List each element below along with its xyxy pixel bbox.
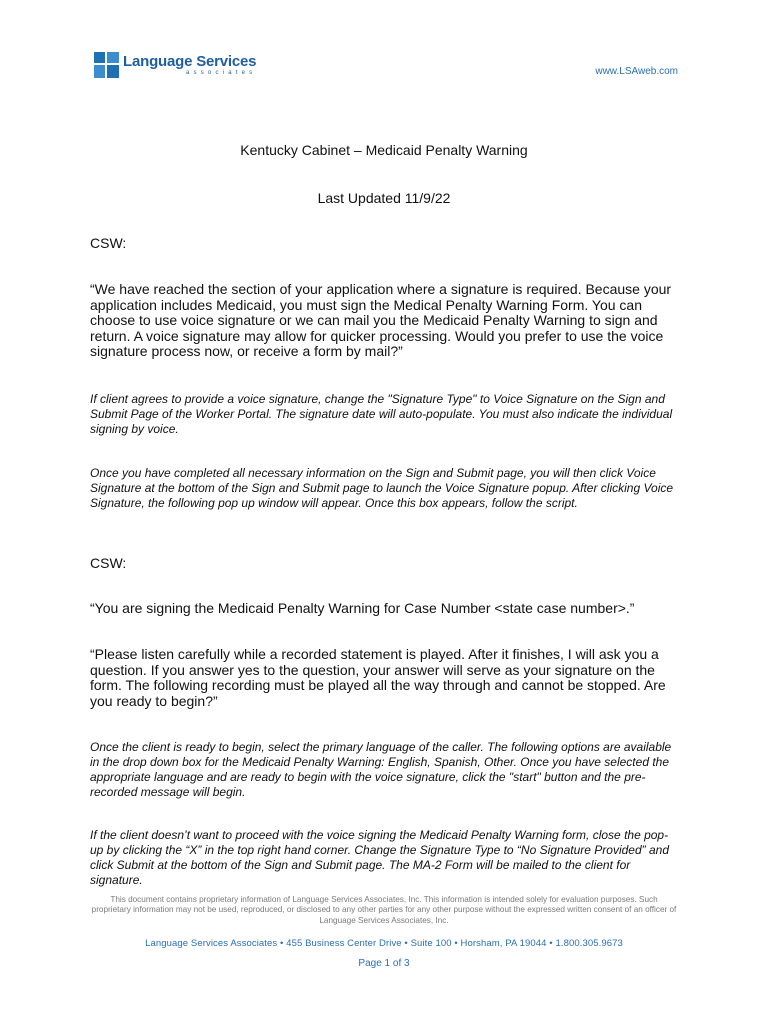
instruction-note-1: If client agrees to provide a voice signature, change the "Signature Type" to Voice Signature on the Sign and Submit Page of the Worker Portal. The signature date will auto-populate. You must also indicate the individual signing by voice. [90,392,673,436]
script-quote-1: “We have reached the section of your application where a signature is required. Because your application includes Medicaid, you must sign the Medical Penalty Warning Form. You can choose to use voice signature or we can mail you the Medicaid Penalty Warning to sign and return. A voice signature may allow for quicker processing. Would you prefer to use the voice signature process now, or receive a form by mail?” [90,281,672,360]
instruction-note-4: If the client doesn’t want to proceed with the voice signing the Medicaid Penalty Warning form, close the pop-up by clicking the “X” in the top right hand corner. Change the Signature Type to “No Signature Provided” and click Submit at the bottom of the Sign and Submit page. The MA-2 Form will be mailed to the client for signature. [90,828,669,887]
logo-title: Language Services [123,53,257,70]
footer-address: Language Services Associates • 455 Business Center Drive • Suite 100 • Horsham, PA 19044 • 1.800.305.9673 [145,938,623,949]
logo-squares-icon [94,52,119,78]
website-link[interactable]: www.LSAweb.com [595,66,678,77]
csw-label-2: CSW: [90,555,127,571]
document-title: Kentucky Cabinet – Medicaid Penalty Warning [240,142,528,158]
csw-label-1: CSW: [90,235,127,251]
company-logo [94,52,256,78]
page-number: Page 1 of 3 [358,958,410,969]
instruction-note-2: Once you have completed all necessary information on the Sign and Submit page, you will then click Voice Signature at the bottom of the Sign and Submit page to launch the Voice Signature popup. After clicking Voice Signature, the following pop up window will appear. Once this box appears, follow the script. [90,466,674,510]
script-quote-2: “You are signing the Medicaid Penalty Warning for Case Number <state case number>.” [90,600,635,616]
instruction-note-3: Once the client is ready to begin, select the primary language of the caller. The following options are available in the drop down box for the Medicaid Penalty Warning: English, Spanish, Other. Once you have selected the appropriate language and are ready to begin with the voice signature, click the "start" button and the pre-recorded message will begin. [90,740,672,799]
script-quote-3: “Please listen carefully while a recorded statement is played. After it finishes, I will ask you a question. If you answer yes to the question, your answer will serve as your signature on the form. The following recording must be played all the way through and cannot be stopped. Are you ready to begin?” [90,646,666,709]
footer-disclaimer: This document contains proprietary information of Language Services Associates, Inc. This information is intended solely for evaluation purposes. Such proprietary information may not be used, reproduced, or disclosed to any other parties for any other purpose without the expressed written consent of an officer of Language Services Associates, Inc. [91,895,677,925]
last-updated: Last Updated 11/9/22 [317,190,451,206]
logo-subtitle: associates [185,70,257,76]
